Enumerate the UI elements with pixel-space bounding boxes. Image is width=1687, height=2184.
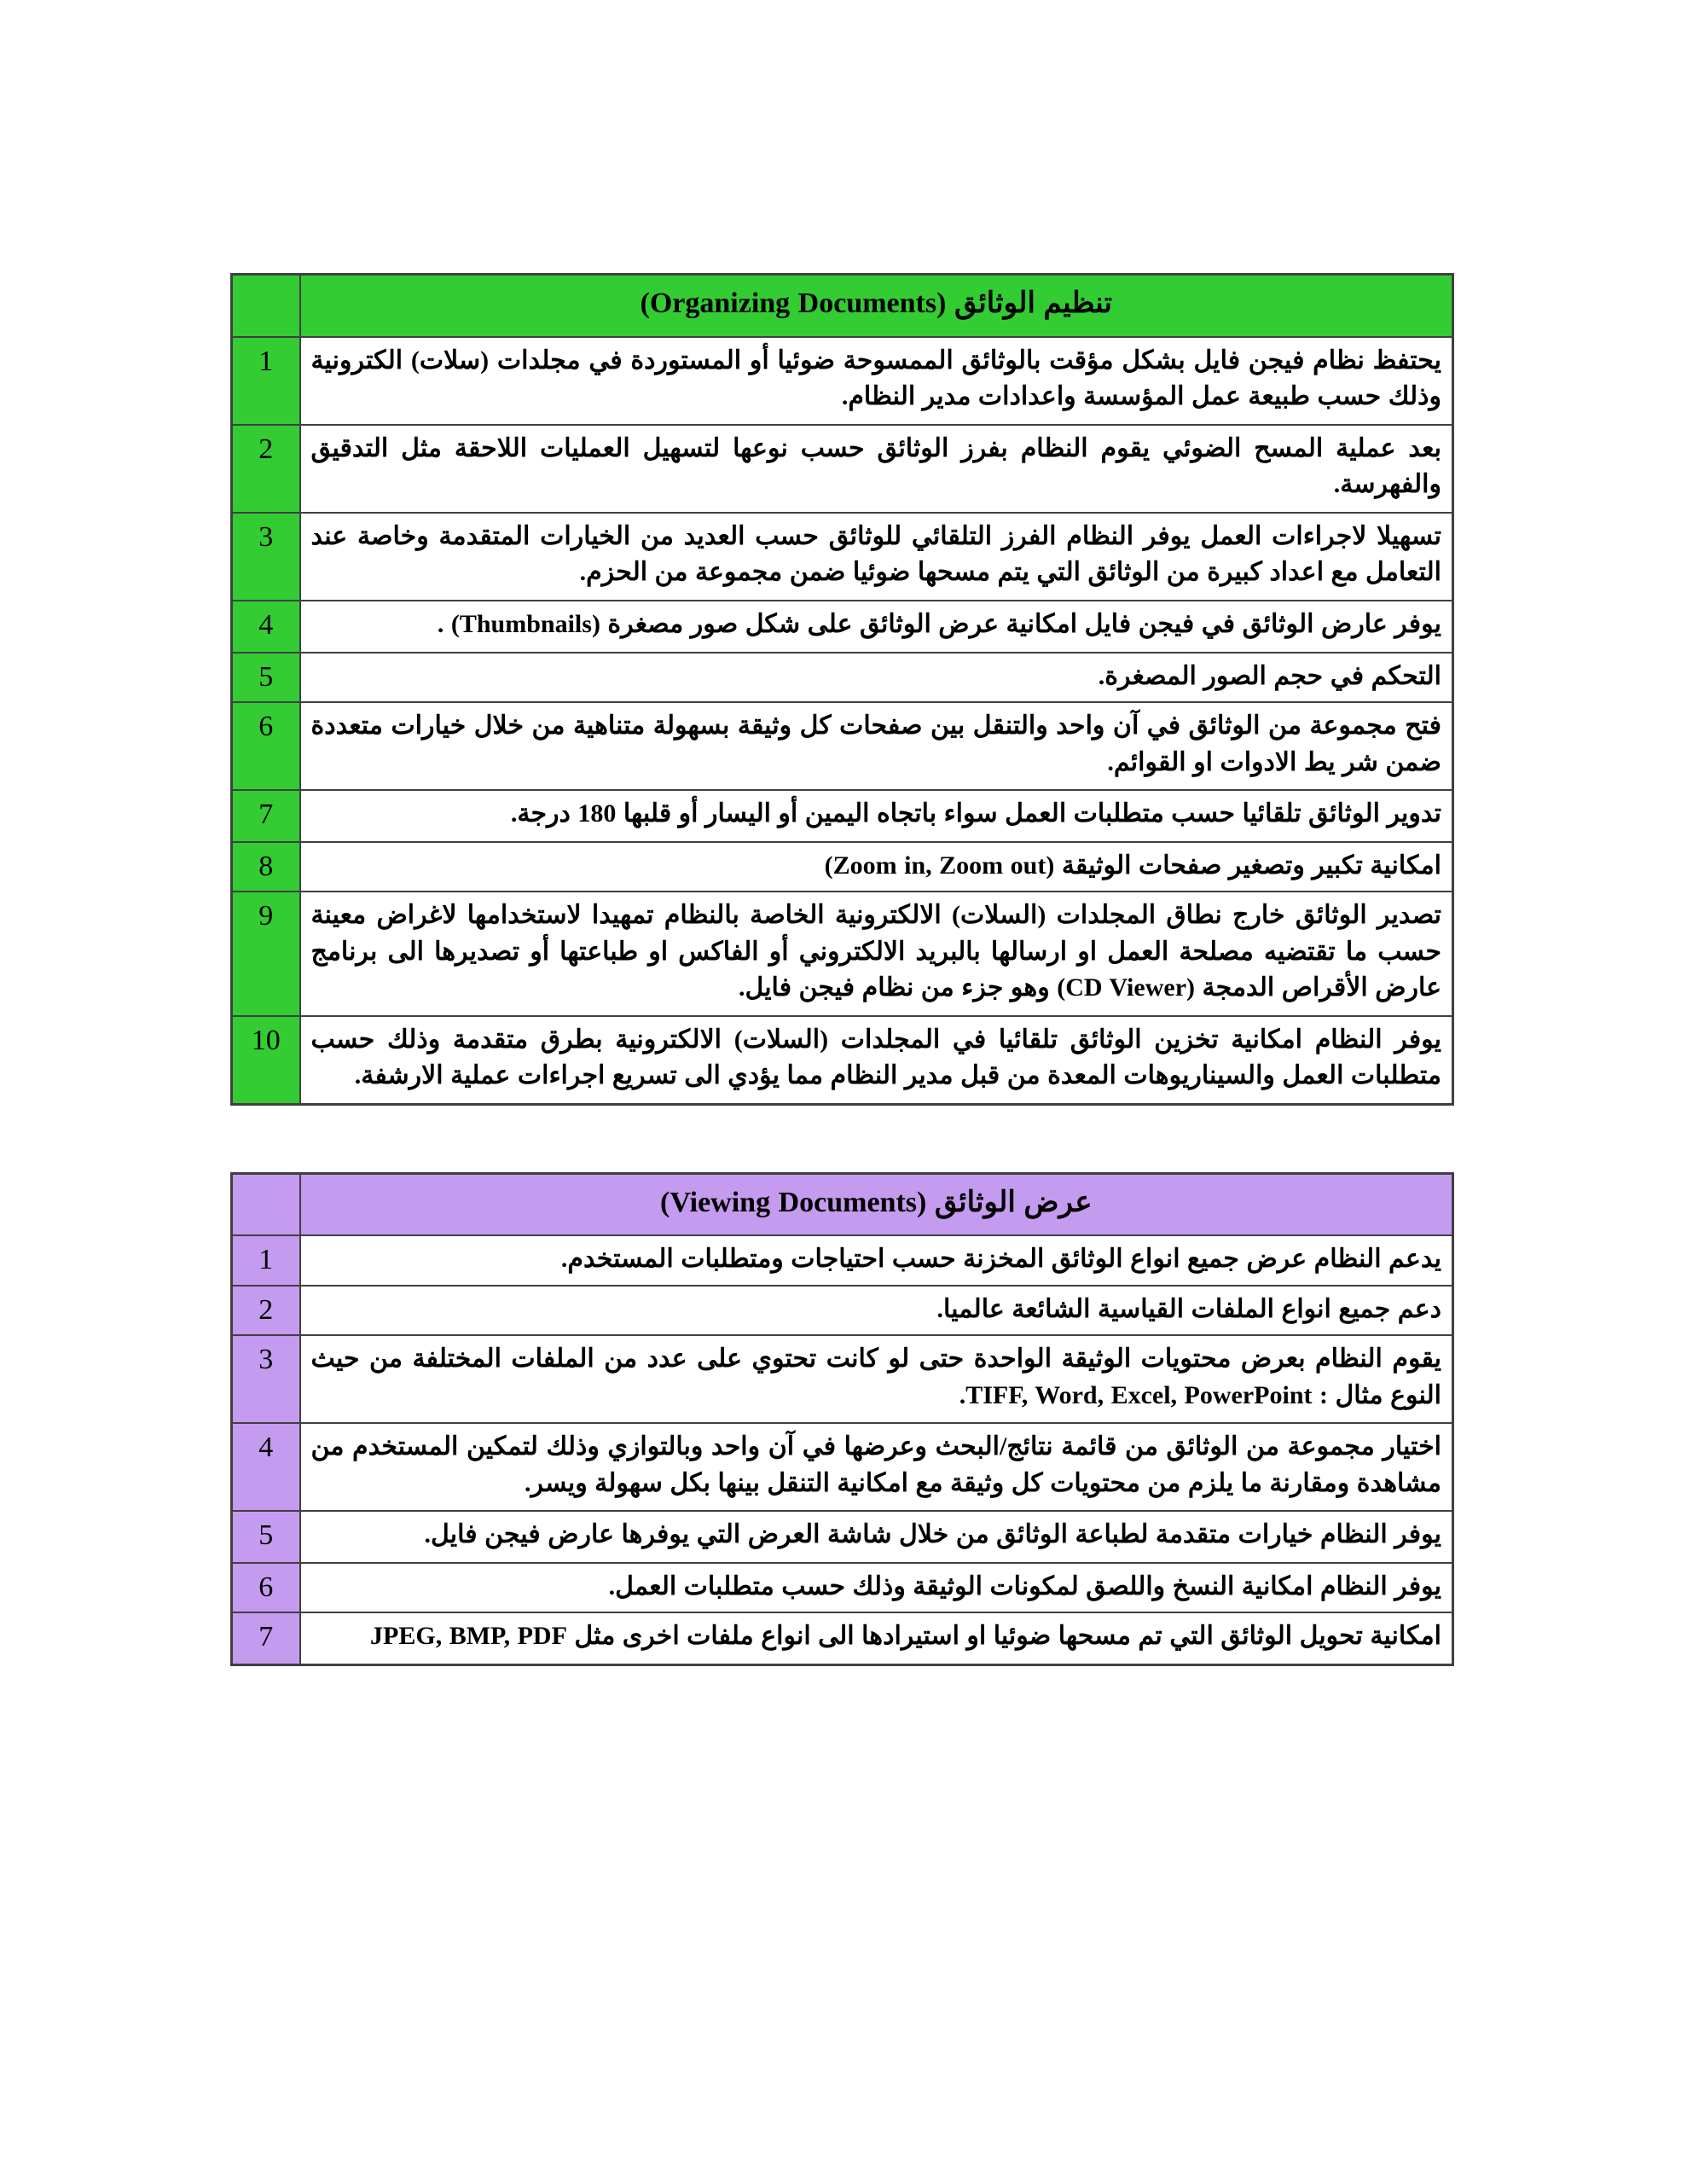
table-row bbox=[232, 1612, 1453, 1664]
table-row bbox=[232, 513, 1453, 601]
table-spacer bbox=[233, 1106, 1454, 1172]
row-number: 9 bbox=[232, 892, 300, 1016]
row-number: 10 bbox=[232, 1016, 300, 1105]
row-text: دعم جميع انواع الملفات القياسية الشائعة عالميا. bbox=[300, 1286, 1453, 1335]
table-header-title: تنظيم الوثائق (Organizing Documents) bbox=[300, 275, 1453, 337]
row-number: 7 bbox=[232, 790, 300, 842]
table-row bbox=[232, 1235, 1453, 1285]
table-row bbox=[232, 1511, 1453, 1563]
row-number: 7 bbox=[232, 1612, 300, 1664]
table-row bbox=[232, 337, 1453, 425]
row-text: تصدير الوثائق خارج نطاق المجلدات (السلات) الالكترونية الخاصة بالنظام تمهيدا لاستخدامها لاغراض معينة حسب ما تقتضيه مصلحة العمل او ارسالها بالبريد الالكتروني أو الفاكس او طباعتها أو تصديرها الى برنامج عارض الأقراص الدمجة (CD Viewer) وهو جزء من نظام فيجن فايل. bbox=[300, 892, 1453, 1016]
row-text: فتح مجموعة من الوثائق في آن واحد والتنقل بين صفحات كل وثيقة بسهولة متناهية من خلال خيارات متعددة ضمن شر يط الادوات او القوائم. bbox=[300, 702, 1453, 790]
table-header-row bbox=[232, 275, 1453, 337]
row-text: يحتفظ نظام فيجن فايل بشكل مؤقت بالوثائق الممسوحة ضوئيا أو المستوردة في مجلدات (سلات) الكترونية وذلك حسب طبيعة عمل المؤسسة واعدادات مدير النظام. bbox=[300, 337, 1453, 425]
row-text: يوفر عارض الوثائق في فيجن فايل امكانية عرض الوثائق على شكل صور مصغرة (Thumbnails) . bbox=[300, 601, 1453, 653]
table-header-title: عرض الوثائق (Viewing Documents) bbox=[300, 1173, 1453, 1235]
table-row bbox=[232, 1563, 1453, 1612]
row-number: 3 bbox=[232, 513, 300, 601]
table-row bbox=[232, 601, 1453, 653]
row-number: 2 bbox=[232, 1286, 300, 1335]
row-text: بعد عملية المسح الضوئي يقوم النظام بفرز الوثائق حسب نوعها لتسهيل العمليات اللاحقة مثل التدقيق والفهرسة. bbox=[300, 425, 1453, 513]
table-row bbox=[232, 790, 1453, 842]
row-number: 2 bbox=[232, 425, 300, 513]
table-row bbox=[232, 1016, 1453, 1105]
row-text: امكانية تكبير وتصغير صفحات الوثيقة (Zoom in, Zoom out) bbox=[300, 842, 1453, 892]
table-row bbox=[232, 892, 1453, 1016]
row-text: يوفر النظام خيارات متقدمة لطباعة الوثائق من خلال شاشة العرض التي يوفرها عارض فيجن فايل. bbox=[300, 1511, 1453, 1563]
table-row bbox=[232, 1423, 1453, 1511]
row-number: 6 bbox=[232, 702, 300, 790]
row-text: يقوم النظام بعرض محتويات الوثيقة الواحدة حتى لو كانت تحتوي على عدد من الملفات المختلفة من حيث النوع مثال : TIFF, Word, Excel, PowerPoint. bbox=[300, 1335, 1453, 1423]
row-text: يوفر النظام امكانية تخزين الوثائق تلقائيا في المجلدات (السلات) الالكترونية بطرق متقدمة وذلك حسب متطلبات العمل والسيناريوهات المعدة من قبل مدير النظام مما يؤدي الى تسريع اجراءات عملية الارشفة. bbox=[300, 1016, 1453, 1105]
table-row bbox=[232, 425, 1453, 513]
row-number: 8 bbox=[232, 842, 300, 892]
row-text: التحكم في حجم الصور المصغرة. bbox=[300, 653, 1453, 702]
table-viewing-documents bbox=[230, 1172, 1454, 1666]
row-text: امكانية تحويل الوثائق التي تم مسحها ضوئيا او استيرادها الى انواع ملفات اخرى مثل JPEG, BMP, PDF bbox=[300, 1612, 1453, 1664]
row-text: تسهيلا لاجراءات العمل يوفر النظام الفرز التلقائي للوثائق حسب العديد من الخيارات المتقدمة وخاصة عند التعامل مع اعداد كبيرة من الوثائق التي يتم مسحها ضوئيا ضمن مجموعة من الحزم. bbox=[300, 513, 1453, 601]
table-row bbox=[232, 842, 1453, 892]
row-number: 1 bbox=[232, 337, 300, 425]
table-header-row bbox=[232, 1173, 1453, 1235]
table-organizing-documents bbox=[230, 273, 1454, 1106]
table-header-num-cell bbox=[232, 1173, 300, 1235]
row-number: 1 bbox=[232, 1235, 300, 1285]
table-row bbox=[232, 1335, 1453, 1423]
table-row bbox=[232, 702, 1453, 790]
row-number: 6 bbox=[232, 1563, 300, 1612]
row-number: 3 bbox=[232, 1335, 300, 1423]
row-text: اختيار مجموعة من الوثائق من قائمة نتائج/البحث وعرضها في آن واحد وبالتوازي وذلك لتمكين المستخدم من مشاهدة ومقارنة ما يلزم من محتويات كل وثيقة مع امكانية التنقل بينها بكل سهولة ويسر. bbox=[300, 1423, 1453, 1511]
table-row bbox=[232, 653, 1453, 702]
row-text: يدعم النظام عرض جميع انواع الوثائق المخزنة حسب احتياجات ومتطلبات المستخدم. bbox=[300, 1235, 1453, 1285]
row-number: 4 bbox=[232, 1423, 300, 1511]
table-row bbox=[232, 1286, 1453, 1335]
row-text: تدوير الوثائق تلقائيا حسب متطلبات العمل سواء باتجاه اليمين أو اليسار أو قلبها 180 درجة. bbox=[300, 790, 1453, 842]
row-number: 5 bbox=[232, 653, 300, 702]
row-text: يوفر النظام امكانية النسخ واللصق لمكونات الوثيقة وذلك حسب متطلبات العمل. bbox=[300, 1563, 1453, 1612]
row-number: 4 bbox=[232, 601, 300, 653]
table-header-num-cell bbox=[232, 275, 300, 337]
row-number: 5 bbox=[232, 1511, 300, 1563]
